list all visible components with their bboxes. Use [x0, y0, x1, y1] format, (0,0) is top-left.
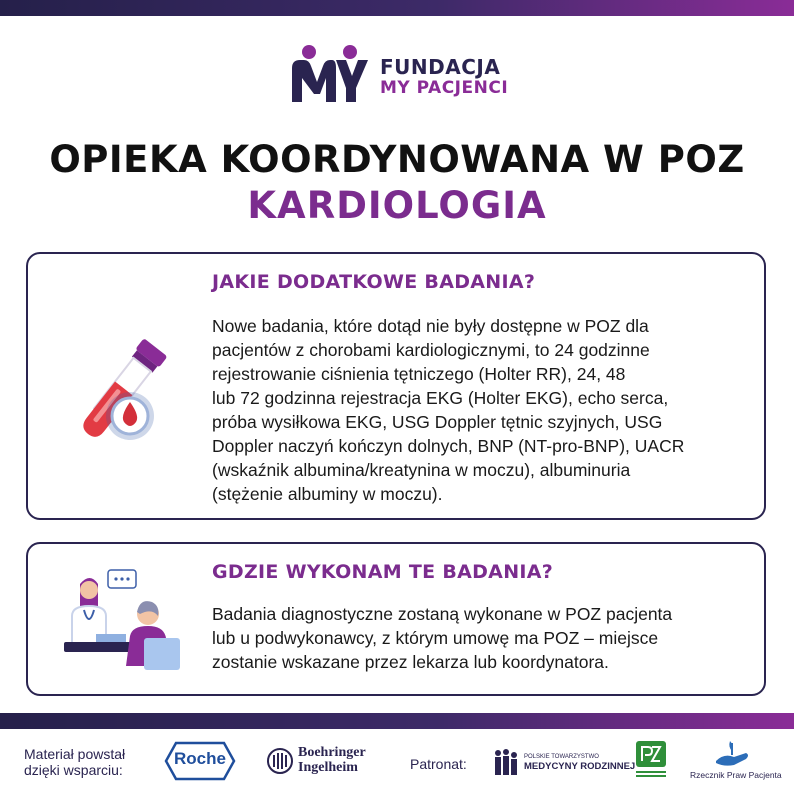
- support-label: Materiał powstał dzięki wsparciu:: [24, 746, 126, 778]
- page-subtitle: KARDIOLOGIA: [247, 184, 547, 227]
- text-line: zostanie wskazane przez lekarza lub koordynatora.: [212, 652, 609, 672]
- card-text: [212, 602, 752, 674]
- ptmr-wordmark: POLSKIE TOWARZYSTWO MEDYCYNY RODZINNEJ: [524, 754, 636, 772]
- boehringer-wordmark: Boehringer Ingelheim: [298, 745, 366, 775]
- blood-test-tube-icon: [58, 334, 178, 454]
- doctor-patient-consultation-icon: [60, 566, 190, 678]
- sponsors-footer: [0, 729, 794, 794]
- text-line: lub 72 godzinna rejestracja EKG (Holter EKG), echo serca,: [212, 388, 669, 408]
- roche-wordmark: Roche: [174, 749, 226, 768]
- info-card-tests: [26, 252, 766, 520]
- info-card-location: [26, 542, 766, 696]
- pz-logo-icon: [632, 741, 670, 781]
- text-line: Badania diagnostyczne zostaną wykonane w POZ pacjenta: [212, 604, 673, 624]
- text-line: próba wysiłkowa EKG, USG Doppler tętnic szyjnych, USG: [212, 412, 663, 432]
- ptmr-people-icon: [490, 747, 520, 777]
- card-text: [212, 314, 752, 506]
- card-heading: JAKIE DODATKOWE BADANIA?: [212, 271, 536, 293]
- text-line: Doppler naczyń kończyn dolnych, BNP (NT-pro-BNP), UACR: [212, 436, 685, 456]
- text-line: pacjentów z chorobami kardiologicznymi, to 24 godzinne: [212, 340, 650, 360]
- text-line: rejestrowanie ciśnienia tętniczego (Holter RR), 24, 48: [212, 364, 626, 384]
- rpp-wordmark: Rzecznik Praw Pacjenta: [690, 770, 782, 780]
- boehringer-emblem-icon: [266, 747, 294, 775]
- brand-name: FUNDACJA: [380, 55, 501, 79]
- my-logo-icon: [290, 44, 370, 104]
- text-line: Nowe badania, które dotąd nie były dostępne w POZ dla: [212, 316, 649, 336]
- top-gradient-bar: [0, 0, 794, 16]
- page-title: OPIEKA KOORDYNOWANA W POZ: [49, 138, 745, 181]
- brand-subname: MY PACJENCI: [380, 78, 509, 98]
- rpp-hand-icon: [712, 739, 752, 767]
- text-line: (wskaźnik albumina/kreatynina w moczu), albuminuria: [212, 460, 631, 480]
- bottom-gradient-bar: [0, 713, 794, 729]
- card-heading: GDZIE WYKONAM TE BADANIA?: [212, 561, 554, 583]
- foundation-logo: [290, 44, 530, 104]
- patron-label: Patronat:: [410, 756, 467, 772]
- text-line: (stężenie albuminy w moczu).: [212, 484, 443, 504]
- text-line: lub u podwykonawcy, z którym umowę ma POZ – miejsce: [212, 628, 659, 648]
